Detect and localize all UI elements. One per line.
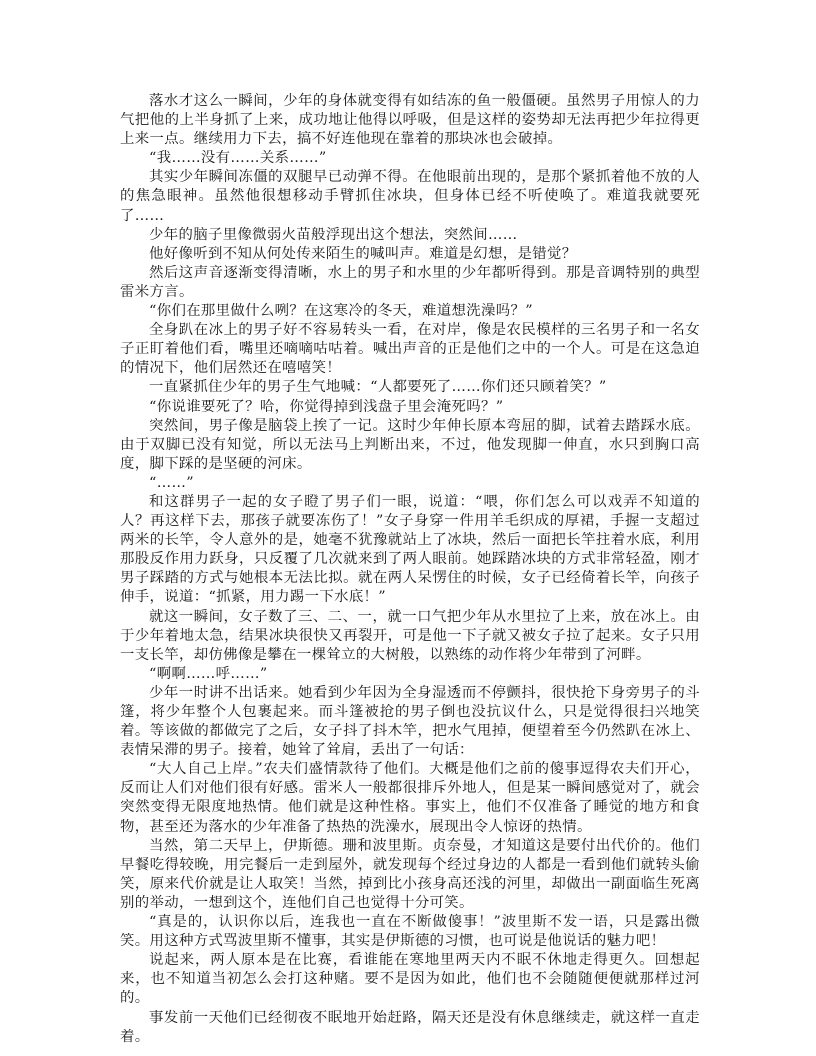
paragraph: “真是的，认识你以后，连我也一直在不断做傻事！”波里斯不发一语，只是露出微笑。用这种方式骂波里斯不懂事，其实是伊斯德的习惯，也可说是他说话的魅力吧！ (120, 914, 700, 950)
paragraph: “我……没有……关系……” (149, 150, 327, 167)
paragraph: 说起来，两人原本是在比赛，看谁能在寒地里两天内不眠不休地走得更久。回想起来，也不知道当初怎么会打这种赌。要不是因为如此，他们也不会随随便便就那样过河的。 (120, 952, 700, 1007)
paragraph: 事发前一天他们已经彻夜不眠地开始赶路，隔天还是没有休息继续走，就这样一直走着。 (120, 1009, 700, 1045)
paragraph: 落水才这么一瞬间，少年的身体就变得有如结冻的鱼一般僵硬。虽然男子用惊人的力气把他的上半身抓了上来，成功地让他得以呼吸，但是这样的姿势却无法再把少年拉得更上来一点。继续用力下去，搞不好连他现在靠着的那块冰也会破掉。 (120, 93, 700, 148)
paragraph: 突然间，男子像是脑袋上挨了一记。这时少年伸长原本弯屈的脚，试着去踏踩水底。由于双脚已没有知觉，所以无法马上判断出来，不过，他发现脚一伸直，水只到胸口高度，脚下踩的是坚硬的河床。 (120, 417, 700, 472)
paragraph: “啊啊……呼……” (149, 665, 268, 682)
paragraph: “大人自己上岸。”农夫们盛情款待了他们。大概是他们之前的傻事逗得农夫们开心，反而让人们对他们很有好感。雷米人一般都很排斥外地人，但是某一瞬间感觉对了，就会突然变得无限度地热情。他们就是这种性格。事实上，他们不仅准备了睡觉的地方和食物，甚至还为落水的少年准备了热热的洗澡水，展现出令人惊讶的热情。 (120, 761, 700, 835)
paragraph: 全身趴在冰上的男子好不容易转头一看，在对岸，像是农民模样的三名男子和一名女子正盯着他们看，嘴里还嘀嘀咕咕着。喊出声音的正是他们之中的一个人。可是在这急迫的情况下，他们居然还在嘻嘻笑！ (120, 322, 700, 377)
paragraph: 少年的脑子里像微弱火苗般浮现出这个想法，突然间…… (149, 226, 518, 243)
paragraph: 然后这声音逐渐变得清晰，水上的男子和水里的少年都听得到。那是音调特别的典型雷米方言。 (120, 264, 700, 300)
paragraph: 其实少年瞬间冻僵的双腿早已动弹不得。在他眼前出现的，是那个紧抓着他不放的人的焦急眼神。虽然他很想移动手臂抓住冰块，但身体已经不听使唤了。难道我就要死了…… (120, 169, 700, 224)
paragraph: 一直紧抓住少年的男子生气地喊：“人都要死了……你们还只顾着笑？” (149, 379, 607, 396)
paragraph: 就这一瞬间，女子数了三、二、一，就一口气把少年从水里拉了上来，放在冰上。由于少年着地太急，结果冰块很快又再裂开，可是他一下子就又被女子拉了起来。女子只用一支长竿，却仿佛像是攀在一棵耸立的大树般，以熟练的动作将少年带到了河畔。 (120, 608, 700, 663)
paragraph: 和这群男子一起的女子瞪了男子们一眼，说道：“喂，你们怎么可以戏弄不知道的人？再这样下去，那孩子就要冻伤了！”女子身穿一件用羊毛织成的厚裙，手握一支超过两米的长竿，令人意外的是，她毫不犹豫就站上了冰块，然后一面把长竿拄着水底，利用那股反作用力跃身，只反覆了几次就来到了两人眼前。她踩踏冰块的方式非常轻盈，刚才男子踩踏的方式与她根本无法比拟。就在两人呆愣住的时候，女子已经倚着长竿，向孩子伸手，说道：“抓紧，用力踢一下水底！” (120, 493, 700, 606)
paragraph: “你说谁要死了？哈，你觉得掉到浅盘子里会淹死吗？” (149, 398, 504, 415)
paragraph: 他好像听到不知从何处传来陌生的喊叫声。难道是幻想，是错觉？ (149, 245, 577, 262)
document-body (120, 92, 700, 1047)
paragraph: “……” (149, 474, 194, 491)
paragraph: 少年一时讲不出话来。她看到少年因为全身湿透而不停颤抖，很快抢下身旁男子的斗篷，将少年整个人包裹起来。而斗篷被抢的男子倒也没抗议什么，只是觉得很扫兴地笑着。等该做的都做完了之后，女子抖了抖木竿，把水气甩掉，便望着至今仍然趴在冰上、表情呆滞的男子。接着，她耸了耸肩，丢出了一句话： (120, 684, 700, 759)
paragraph: “你们在那里做什么咧？在这寒冷的冬天，难道想洗澡吗？” (149, 303, 533, 320)
paragraph: 当然，第二天早上，伊斯德。珊和波里斯。贞奈曼，才知道这是要付出代价的。他们早餐吃得较晚，用完餐后一走到屋外，就发现每个经过身边的人都是一看到他们就转头偷笑，原来代价就是让人取笑！当然，掉到比小孩身高还浅的河里，却做出一副面临生死离别的举动，一想到这个，连他们自己也觉得十分可笑。 (120, 837, 700, 911)
